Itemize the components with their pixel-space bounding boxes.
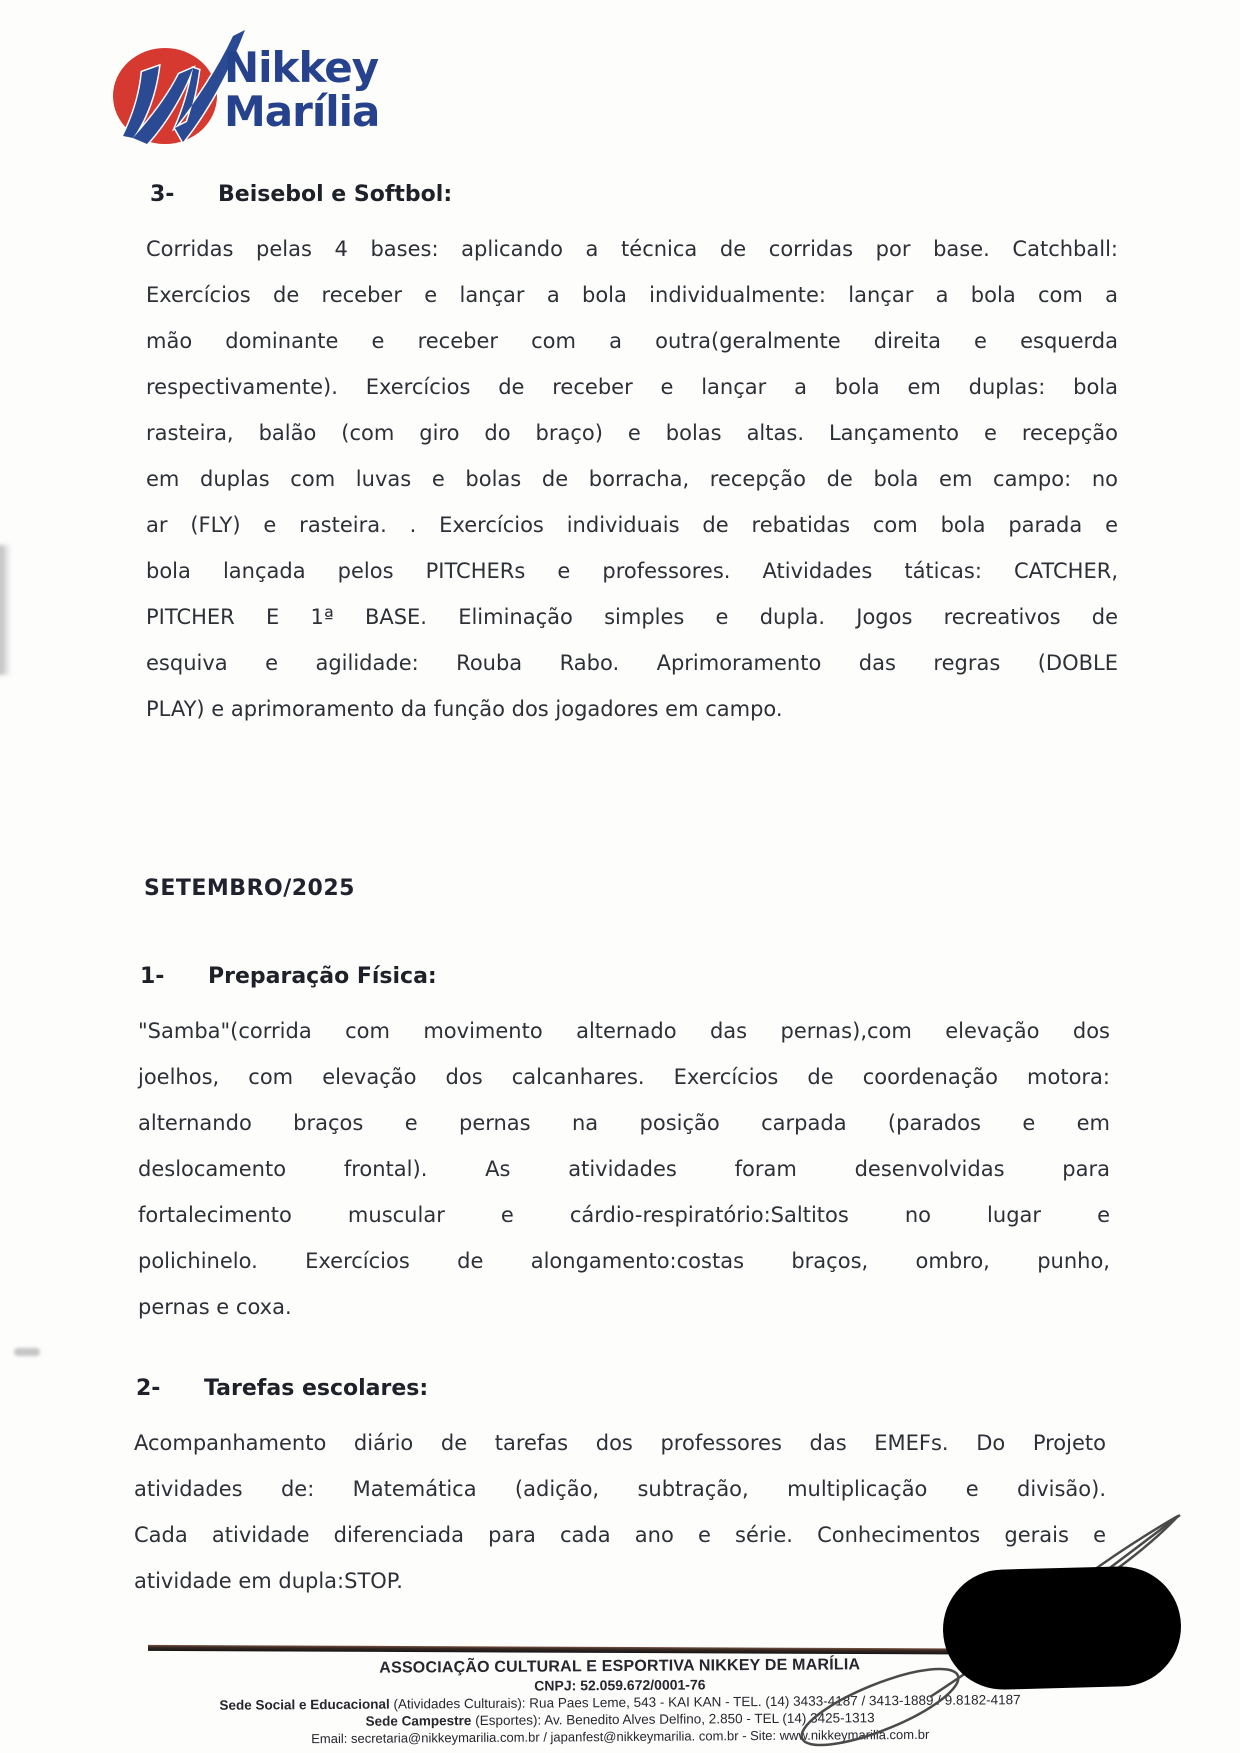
- text-line: rasteira, balão (com giro do braço) e bolas altas. Lançamento e recepção: [146, 421, 1118, 445]
- section1-paragraph: [138, 1008, 1110, 1330]
- section1-title: Preparação Física:: [208, 964, 437, 989]
- section3-number: 3-: [150, 182, 175, 207]
- section1-number: 1-: [140, 964, 165, 989]
- month-heading: SETEMBRO/2025: [144, 876, 355, 901]
- text-line: PITCHER E 1ª BASE. Eliminação simples e dupla. Jogos recreativos de: [146, 605, 1118, 629]
- text-line: atividade em dupla:STOP.: [134, 1569, 403, 1593]
- text-line: fortalecimento muscular e cárdio-respiratório:Saltitos no lugar e: [138, 1203, 1110, 1227]
- text-line: "Samba"(corrida com movimento alternado das pernas),com elevação dos: [138, 1019, 1110, 1043]
- footer-contact-line: Email: secretaria@nikkeymarilia.com.br / japanfest@nikkeymarilia. com.br - Site: www.nikkeymarilia.com.br: [311, 1726, 930, 1747]
- text-line: Cada atividade diferenciada para cada ano e série. Conhecimentos gerais e: [134, 1523, 1106, 1547]
- footer-address-campestre-text: (Esportes): Av. Benedito Alves Delfino, 2.850 - TEL (14) 3425-1313: [471, 1710, 875, 1729]
- footer-address-social-label: Sede Social e Educacional: [219, 1696, 390, 1713]
- text-line: bola lançada pelos PITCHERs e professores. Atividades táticas: CATCHER,: [146, 559, 1118, 583]
- footer-address-social-text: (Atividades Culturais): Rua Paes Leme, 543 - KAI KAN - TEL. (14) 3433-4187 / 3413-1889 / 9.8182-4187: [389, 1692, 1021, 1712]
- footer-association-name: ASSOCIAÇÃO CULTURAL E ESPORTIVA NIKKEY DE MARÍLIA: [379, 1656, 861, 1677]
- section2-title: Tarefas escolares:: [204, 1376, 429, 1401]
- text-line: Acompanhamento diário de tarefas dos professores das EMEFs. Do Projeto: [134, 1431, 1106, 1455]
- text-line: em duplas com luvas e bolas de borracha, recepção de bola em campo: no: [146, 467, 1118, 491]
- text-line: joelhos, com elevação dos calcanhares. Exercícios de coordenação motora:: [138, 1065, 1110, 1089]
- logo-wordmark-line2: Marília: [224, 87, 380, 136]
- footer-address-campestre-label: Sede Campestre: [365, 1713, 472, 1729]
- text-line: pernas e coxa.: [138, 1295, 292, 1319]
- text-line: esquiva e agilidade: Rouba Rabo. Aprimoramento das regras (DOBLE: [146, 651, 1118, 675]
- section3-paragraph: [146, 226, 1118, 732]
- text-line: mão dominante e receber com a outra(geralmente direita e esquerda: [146, 329, 1118, 353]
- section2-heading: [136, 1376, 428, 1401]
- text-line: Exercícios de receber e lançar a bola individualmente: lançar a bola com a: [146, 283, 1118, 307]
- logo-wordmark-line1: Nikkey: [224, 43, 379, 92]
- text-line: alternando braços e pernas na posição carpada (parados e em: [138, 1111, 1110, 1135]
- section1-heading: [140, 964, 437, 989]
- text-line: ar (FLY) e rasteira. . Exercícios individuais de rebatidas com bola parada e: [146, 513, 1118, 537]
- text-line: Corridas pelas 4 bases: aplicando a técnica de corridas por base. Catchball:: [146, 237, 1118, 261]
- text-line: polichinelo. Exercícios de alongamento:costas braços, ombro, punho,: [138, 1249, 1110, 1273]
- section3-heading: [150, 182, 452, 207]
- section2-number: 2-: [136, 1376, 161, 1401]
- section3-title: Beisebol e Softbol:: [218, 182, 453, 207]
- text-line: atividades de: Matemática (adição, subtração, multiplicação e divisão).: [134, 1477, 1106, 1501]
- footer-cnpj: CNPJ: 52.059.672/0001-76: [534, 1676, 706, 1694]
- scan-artifact-dash: [14, 1348, 40, 1356]
- text-line: respectivamente). Exercícios de receber e lançar a bola em duplas: bola: [146, 375, 1118, 399]
- text-line: deslocamento frontal). As atividades foram desenvolvidas para: [138, 1157, 1110, 1181]
- section2-paragraph: [134, 1420, 1106, 1604]
- scan-artifact-left-smudge: [0, 545, 11, 675]
- nikkey-marilia-logo: [95, 30, 415, 160]
- text-line: PLAY) e aprimoramento da função dos jogadores em campo.: [146, 697, 783, 721]
- redaction-mark: [941, 1565, 1182, 1691]
- logo-wordmark: [224, 43, 380, 136]
